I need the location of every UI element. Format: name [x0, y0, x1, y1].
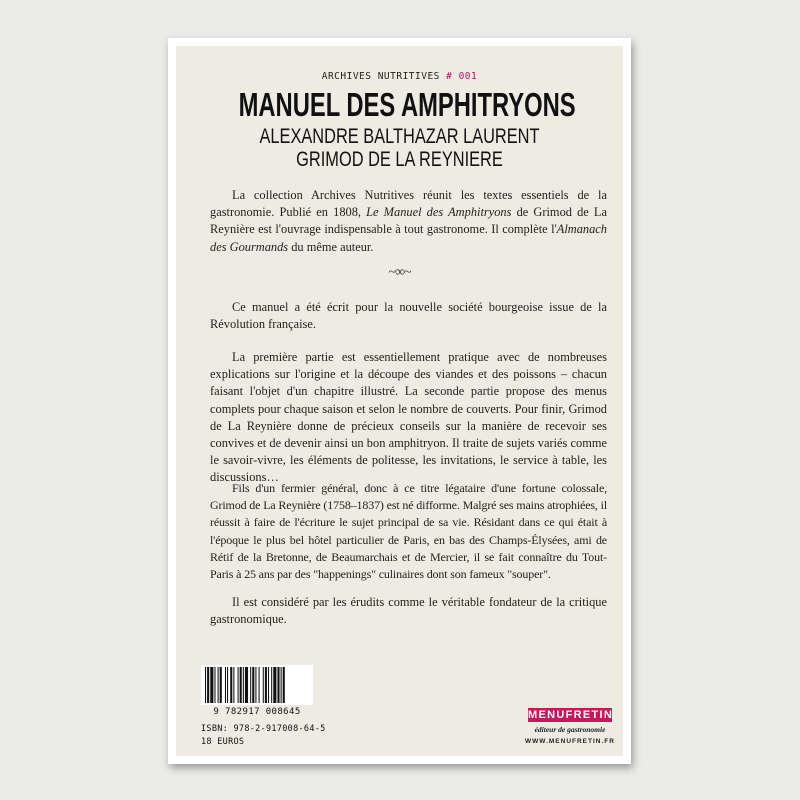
blurb-paragraph-5: Il est considéré par les érudits comme le véritable fondateur de la critique gastronomique. [210, 595, 607, 627]
barcode-bar [281, 667, 282, 703]
barcode-bar [250, 667, 251, 703]
barcode-bar [205, 667, 206, 703]
publisher-url[interactable]: WWW.MENUFRETIN.FR [525, 738, 615, 745]
barcode-bar [243, 667, 244, 703]
barcode-bar [207, 667, 209, 703]
series-number: # 001 [446, 71, 478, 82]
price: 18 EUROS [201, 737, 245, 747]
publisher-logo: MENUFRETIN [528, 709, 614, 721]
barcode-bar [227, 667, 228, 703]
blurb-paragraph-2: Ce manuel a été écrit pour la nouvelle société bourgeoise issue de la Révolution française. [210, 300, 607, 332]
barcode-bar [252, 667, 254, 703]
isbn-number: ISBN: 978-2-917008-64-5 [201, 724, 326, 734]
series-name: ARCHIVES NUTRITIVES [321, 71, 440, 82]
barcode-bar [218, 667, 219, 703]
book-title: MANUEL DES AMPHITRYONS [238, 86, 576, 123]
barcode-bar [210, 667, 213, 703]
publisher-tagline: éditeur de gastronomie [534, 725, 606, 734]
barcode-bar [265, 667, 267, 703]
barcode-bar [255, 667, 256, 703]
barcode-bar [245, 667, 248, 703]
barcode-bar [214, 667, 215, 703]
barcode-bar [268, 667, 269, 703]
blurb-paragraph-3: La première partie est essentiellement pratique avec de nombreuses explications sur l'origine et la découpe des viandes et des poissons – chacun faisant l'objet d'un chapitre illustré. La seconde partie propose des menus complets pour chaque saison et selon le nombre de couverts. Pour finir, Grimod de La Reynière donne de précieux conseils sur la manière de recevoir ses convives et de devenir ainsi un bon amphitryon. Il traite de sujets variés comme le savoir-vivre, les éléments de politesse, les invitations, le service à table, les discussions… [210, 350, 607, 485]
barcode [201, 665, 313, 705]
barcode-bar [283, 667, 285, 703]
barcode-bar [259, 667, 260, 703]
barcode-bar [233, 667, 234, 703]
barcode-bar [273, 667, 276, 703]
barcode-bar [263, 667, 264, 703]
manuel-title-italic: Le Manuel des Amphitryons [366, 205, 512, 220]
barcode-digits: 9 782917 008645 [213, 707, 301, 717]
cover-paper [176, 46, 623, 756]
ornament-divider: ~∞~ [388, 265, 411, 280]
blurb-paragraph-1: La collection Archives Nutritives réunit les textes essentiels de la gastronomie. Publié en 1808, Le Manuel des Amphitryons de Grimod de La Reynière est l'ouvrage indispensable à tout gastronome. Il complète l'Almanach des Gourmands du même auteur. [210, 188, 607, 254]
author-line-1: ALEXANDRE BALTHAZAR LAURENT [259, 125, 540, 148]
author-line-2: GRIMOD DE LA REYNIERE [296, 148, 503, 171]
book-back-cover [168, 38, 631, 764]
barcode-bar [240, 667, 242, 703]
barcode-bars [201, 665, 313, 705]
series-label [176, 71, 623, 82]
barcode-bar [225, 667, 226, 703]
barcode-bar [277, 667, 279, 703]
barcode-bar [230, 667, 232, 703]
barcode-bar [238, 667, 239, 703]
barcode-bar [220, 667, 222, 703]
almanach-title-italic: Almanach des Gourmands [210, 222, 607, 254]
blurb-paragraph-4: Fils d'un fermier général, donc à ce titre légataire d'une fortune colossale, Grimod de La Reynière (1758–1837) est né difforme. Malgré ses mains atrophiées, il réussit à faire de l'écriture le sujet principal de sa vie. Résidant dans ce qui était à l'époque le plus bel hôtel particulier de Paris, en bas des Champs-Élysées, ami de Rétif de la Bretonne, de Beaumarchais et de Mercier, il se fait connaître du Tout-Paris à 25 ans par des "happenings" culinaires dont son fameux "souper". [210, 481, 607, 582]
barcode-bar [271, 667, 272, 703]
